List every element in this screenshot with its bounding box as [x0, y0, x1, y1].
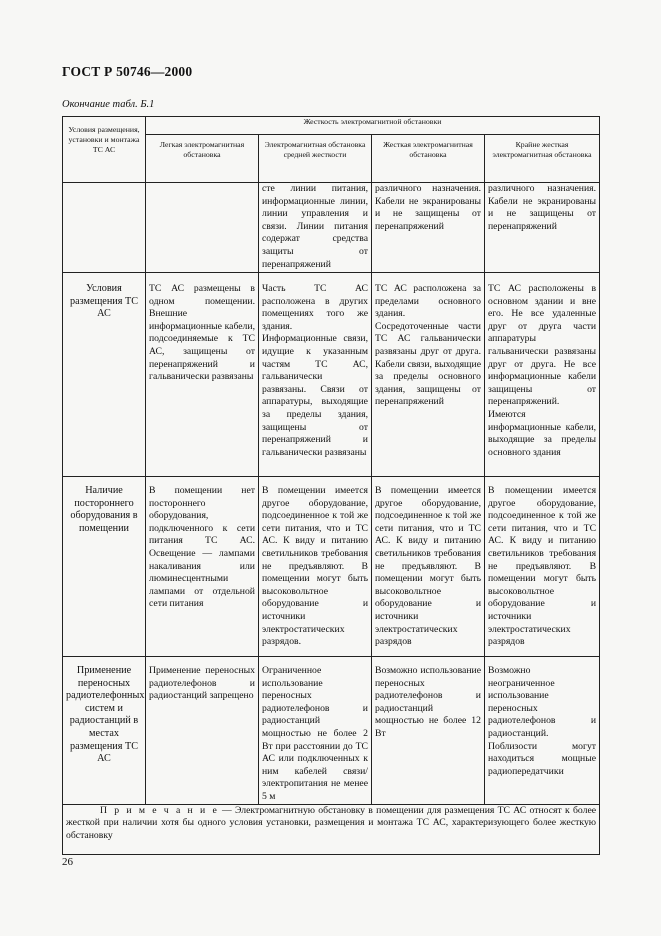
note-row	[63, 804, 600, 854]
document-header: ГОСТ Р 50746—2000	[62, 64, 193, 79]
table-note	[63, 804, 600, 854]
cell-extreme: Возможно неограниченное использование переносных радиотелефонов и радиостанций. Поблизости могут находиться мощные радиопередатчики	[485, 657, 600, 805]
row-condition: Применение переносных радиотелефонных систем и радиостанций в местах размещения ТС АС	[63, 657, 146, 805]
cell-medium: В помещении имеется другое оборудование, подсоединенное к той же сети питания, что и ТС АС. К виду и питанию светильников требования не предъявляют. В помещении могут быть высоковольтное оборудование и источники электростатических разрядов.	[259, 477, 372, 657]
page-number: 26	[62, 856, 73, 868]
column-header-medium: Электромагнитная обстановка средней жесткости	[259, 135, 372, 183]
cell-extreme: ТС АС расположены в основном здании и вне его. Не все удаленные друг от друга части аппаратуры гальванически развязаны друг от друга. Не все информационные кабели защищены от перенапряжений. Имеются информационные кабели, выходящие за пределы основного здания	[485, 273, 600, 477]
table-row	[63, 657, 600, 805]
column-header-light: Легкая электромагнитная обстановка	[146, 135, 259, 183]
note-text: — Электромагнитную обстановку в помещении для размещения ТС АС относят к более жесткой при наличии хотя бы одного условия установки, размещения и монтажа ТС АС, характеризующего более жесткую обстановку	[66, 804, 597, 841]
group-header: Жесткость электромагнитной обстановки	[146, 117, 600, 135]
table-row	[63, 183, 600, 273]
table-caption: Окончание табл. Б.1	[62, 99, 155, 110]
row-condition: Наличие постороннего оборудования в помещении	[63, 477, 146, 657]
cell-extreme: различного назначения. Кабели не экранированы и не защищены от перенапряжений	[485, 183, 600, 273]
cell-hard: различного назначения. Кабели не экранированы и не защищены от перенапряжений	[372, 183, 485, 273]
column-header-extreme: Крайне жесткая электромагнитная обстановка	[485, 135, 600, 183]
table-row	[63, 273, 600, 477]
cell-light	[146, 183, 259, 273]
cell-medium: Часть ТС АС расположена в других помещениях того же здания. Информационные связи, идущие к указанным частям ТС АС, гальванически развязаны. Связи от аппаратуры, выходящие за пределы здания, защищены от перенапряжений и гальванически развязаны	[259, 273, 372, 477]
note-label: П р и м е ч а н и е	[100, 804, 219, 816]
cell-hard: В помещении имеется другое оборудование, подсоединенное к той же сети питания, что и ТС АС. К виду и питанию светильников требования не предъявляют. В помещении могут быть высоковольтное оборудование и источники электростатических разрядов	[372, 477, 485, 657]
cell-light: Применение переносных радиотелефонов и радиостанций запрещено	[146, 657, 259, 805]
cell-hard: ТС АС расположена за пределами основного здания. Сосредоточенные части ТС АС гальванически развязаны друг от друга. Кабели связи, выходящие за пределы основного здания, защищены от перенапряжений	[372, 273, 485, 477]
cell-medium: сте линии питания, информационные линии, линии управления и связи. Линии питания содержат средства защиты от перенапряжений	[259, 183, 372, 273]
table-row	[63, 477, 600, 657]
table-header-row	[63, 117, 600, 135]
corner-header: Условия размещения, установки и монтажа ТС АС	[63, 117, 146, 183]
row-condition	[63, 183, 146, 273]
cell-medium: Ограниченное использование переносных радиотелефонов и радиостанций мощностью не более 2 Вт при расстоянии до ТС АС или подключенных к ним кабелей связи/электропитания не менее 5 м	[259, 657, 372, 805]
cell-extreme: В помещении имеется другое оборудование, подсоединенное к той же сети питания, что и ТС АС. К виду и питанию светильников требования не предъявляют. В помещении могут быть высоковольтное оборудование и источники электростатических разрядов	[485, 477, 600, 657]
requirements-table	[62, 116, 600, 855]
row-condition: Условия размещения ТС АС	[63, 273, 146, 477]
cell-hard: Возможно использование переносных радиотелефонов и радиостанций мощностью не более 12 Вт	[372, 657, 485, 805]
cell-light: В помещении нет постороннего оборудования, подключенного к сети питания ТС АС. Освещение — лампами накаливания или люминесцентными лампами от отдельной сети питания	[146, 477, 259, 657]
cell-light: ТС АС размещены в одном помещении. Внешние информационные кабели, подсоединяемые к ТС АС, защищены от перенапряжений и гальванически развязаны	[146, 273, 259, 477]
column-header-hard: Жесткая электромагнитная обстановка	[372, 135, 485, 183]
